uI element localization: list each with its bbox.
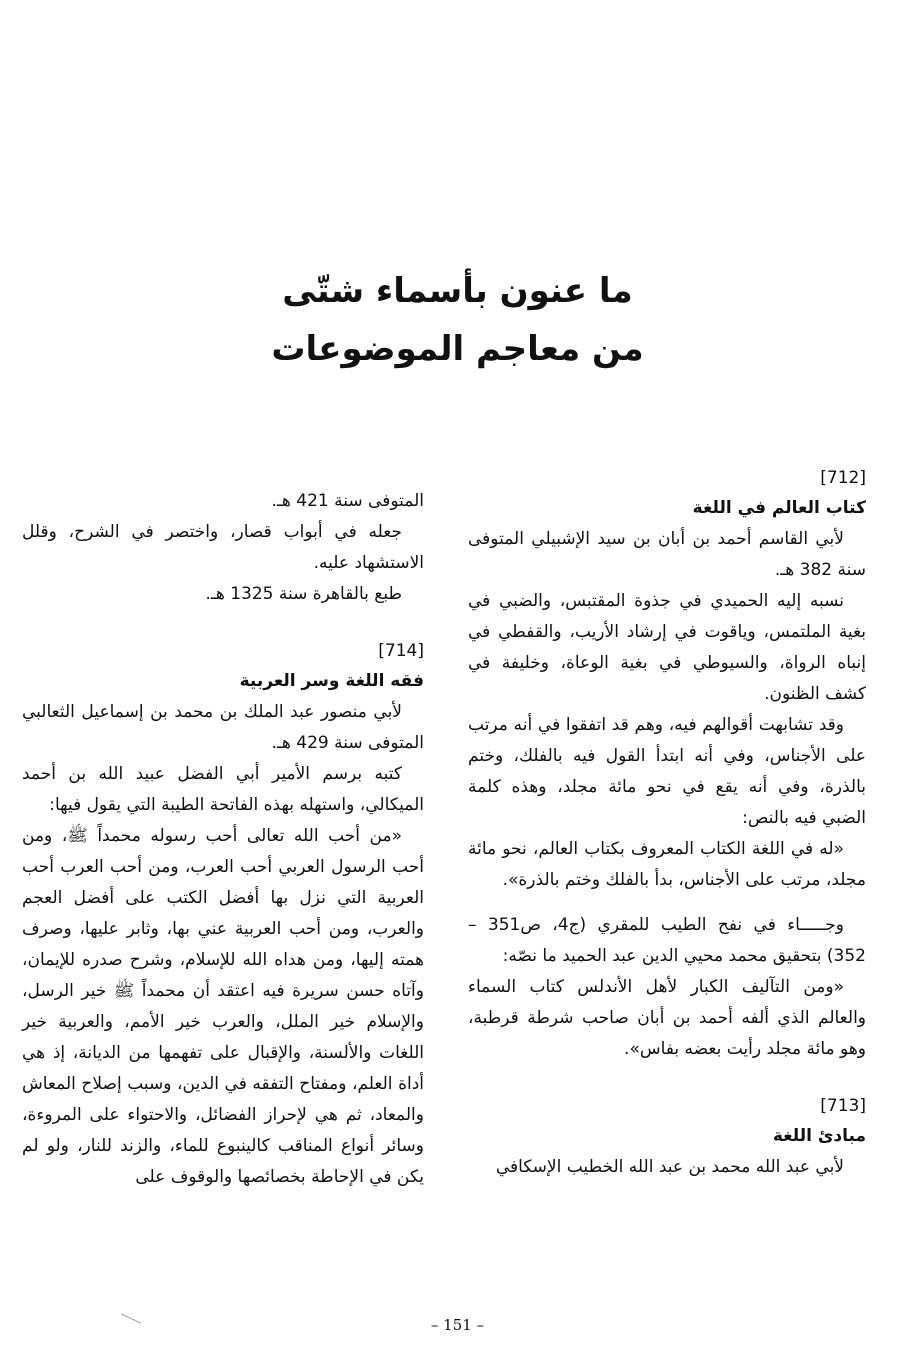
entry-heading: مبادئ اللغة bbox=[772, 1126, 866, 1146]
paragraph: لأبي عبد الله محمد بن عبد الله الخطيب الإسكافي bbox=[495, 1157, 844, 1177]
page-number: – 151 – bbox=[430, 1316, 485, 1334]
entry-712 bbox=[468, 463, 866, 1065]
paragraph: جعله في أبواب قصار، واختصر في الشرح، وقلل الاستشهاد عليه. bbox=[22, 522, 424, 573]
entry-713-continued bbox=[22, 486, 424, 610]
quotation: «له في اللغة الكتاب المعروف بكتاب العالم، نحو مائة مجلد، مرتب على الأجناس، بدأ بالفلك وختم بالذرة». bbox=[468, 839, 866, 890]
entry-number: [712] bbox=[820, 468, 866, 488]
quotation: «من أحب الله تعالى أحب رسوله محمداً ﷺ، ومن أحب الرسول العربي أحب العرب، ومن أحب العرب أحب العربية التي نزل بها أفضل الكتب على أفضل العجم والعرب، ومن أحب العربية عني بها، وثابر عليها، وصرف همته إليها، ومن هداه الله للإسلام، وشرح صدره للإيمان، وآتاه حسن سريرة فيه اعتقد أن محمداً ﷺ خير الرسل، والإسلام خير الملل، والعرب خير الأمم، والعربية خير اللغات والألسنة، والإقبال على تفهمها من الديانة، إذ هي أداة العلم، ومفتاح التفقه في الدين، وسبب إصلاح المعاش والمعاد، ثم هي لإحراز الفضائل، والاحتواء على المروءة، وسائر أنواع المناقب كالينبوع للماء، والزند للنار، ولو لم يكن في الإحاطة بخصائصها والوقوف على bbox=[22, 826, 424, 1187]
paragraph: نسبه إليه الحميدي في جذوة المقتبس، والضبي في بغية الملتمس، وياقوت في إرشاد الأريب، والقفطي في إنباه الرواة، والسيوطي في بغية الوعاة، وخليفة في كشف الظنون. bbox=[468, 591, 866, 704]
paragraph: المتوفى سنة 421 هـ. bbox=[271, 491, 424, 511]
entry-713 bbox=[468, 1091, 866, 1183]
paragraph: طبع بالقاهرة سنة 1325 هـ. bbox=[205, 584, 402, 604]
entry-714 bbox=[22, 636, 424, 1193]
paragraph: وقد تشابهت أقوالهم فيه، وهم قد اتفقوا في أنه مرتب على الأجناس، وفي أنه ابتدأ القول فيه بالفلك، وختم بالذرة، وفي أنه يقع في نحو مائة مجلد، وهذه كلمة الضبي فيه بالنص: bbox=[468, 715, 866, 828]
entry-heading: فقه اللغة وسر العربية bbox=[239, 671, 424, 691]
quotation: «ومن التآليف الكبار لأهل الأندلس كتاب السماء والعالم الذي ألفه أحمد بن أبان صاحب شرطة قرطبة، وهو مائة مجلد رأيت بعضه بفاس». bbox=[468, 977, 866, 1059]
title-line-1: ما عنون بأسماء شتّى bbox=[282, 271, 633, 311]
paragraph: لأبي القاسم أحمد بن أبان بن سيد الإشبيلي المتوفى سنة 382 هـ. bbox=[468, 529, 866, 580]
entry-heading: كتاب العالم في اللغة bbox=[692, 498, 866, 518]
right-column bbox=[468, 463, 866, 1183]
page-title bbox=[0, 262, 915, 378]
title-line-2: من معاجم الموضوعات bbox=[271, 329, 644, 369]
paragraph: كتبه برسم الأمير أبي الفضل عبيد الله بن أحمد الميكالي، واستهله بهذه الفاتحة الطيبة التي يقول فيها: bbox=[22, 764, 424, 815]
paragraph: لأبي منصور عبد الملك بن محمد بن إسماعيل الثعالبي المتوفى سنة 429 هـ. bbox=[22, 702, 424, 753]
paragraph: وجـــــاء في نفح الطيب للمقري (ج4، ص351 – 352) بتحقيق محمد محيي الدين عبد الحميد ما نصّه: bbox=[468, 915, 866, 966]
entry-number: [713] bbox=[820, 1096, 866, 1116]
entry-number: [714] bbox=[378, 641, 424, 661]
left-column bbox=[22, 486, 424, 1193]
